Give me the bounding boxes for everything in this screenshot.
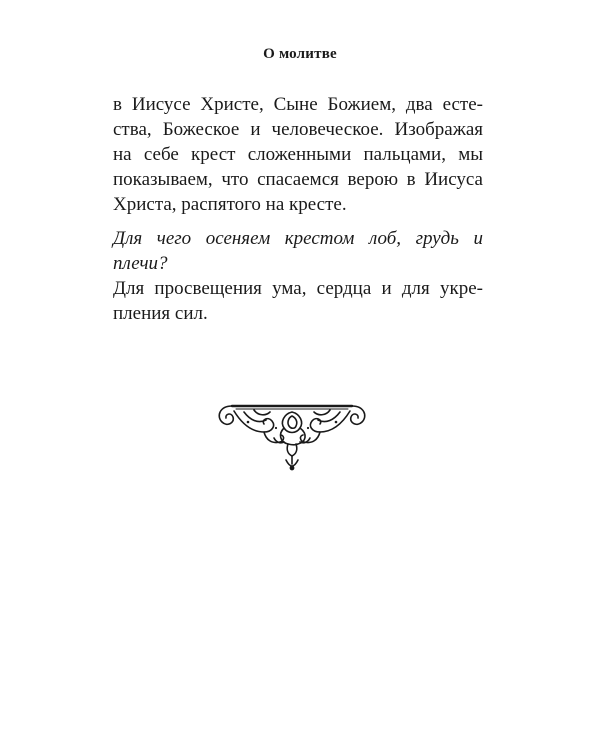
paragraph — [113, 92, 483, 217]
body-text — [113, 92, 483, 326]
answer-line: пления сил. — [113, 303, 208, 324]
running-head: О молитве — [263, 46, 337, 62]
text-line: на себе крест сложенными пальцами, мы — [113, 144, 483, 165]
question-line: плечи? — [113, 253, 168, 274]
floral-vignette-icon — [214, 398, 370, 472]
text-line: в Иисусе Христе, Сыне Божием, два есте- — [113, 94, 483, 115]
answer — [113, 276, 483, 326]
text-line: показываем, что спасаемся верою в Иисуса — [113, 169, 483, 190]
text-line: Христа, распятого на кресте. — [113, 194, 347, 215]
answer-line: Для просвещения ума, сердца и для укре- — [113, 278, 483, 299]
question — [113, 226, 483, 276]
text-line: ства, Божеское и человеческое. Изображая — [113, 119, 483, 140]
question-line: Для чего осеняем крестом лоб, грудь и — [113, 228, 483, 249]
